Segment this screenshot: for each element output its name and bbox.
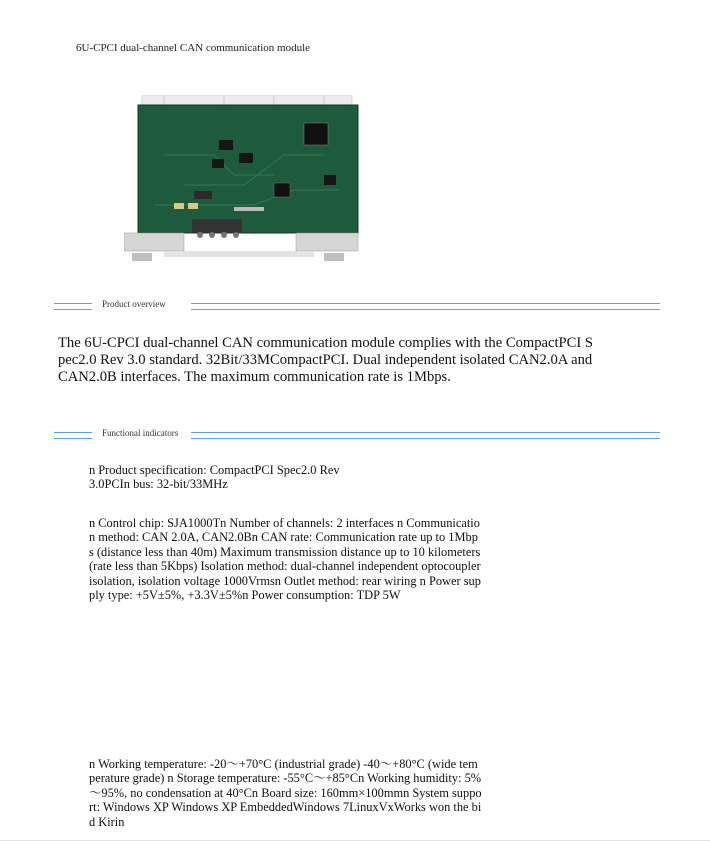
indicators-section-header [54,427,660,443]
spec-line: n method: CAN 2.0A, CAN2.0Bn CAN rate: Communication rate up to 1Mbp [89,530,478,545]
spec-line: perature grade) n Storage temperature: -55°C～+85°Cn Working humidity: 5% [89,771,482,786]
spec-line: ～95%, no condensation at 40°Cn Board size: 160mm×100mmn System suppo [89,785,482,800]
spec-line: n Working temperature: -20～+70°C (industrial grade) -40～+80°C (wide tem [89,757,478,771]
header-rule-left [54,303,92,310]
spec-line: d Kirin [89,814,125,829]
spec-line: s (distance less than 40m) Maximum transmission distance up to 10 kilometers [89,544,481,559]
overview-heading: Product overview [102,299,166,309]
spec-line: n Control chip: SJA1000Tn Number of channels: 2 interfaces n Communicatio [89,516,480,530]
overview-paragraph [58,335,648,386]
page-bottom-divider [0,840,710,841]
spec-line: isolation, isolation voltage 1000Vrmsn Outlet method: rear wiring n Power sup [89,573,481,588]
product-photo [124,95,364,265]
indicators-heading: Functional indicators [102,428,179,438]
header-rule-right [191,303,660,310]
overview-line: CAN2.0B interfaces. The maximum communication rate is 1Mbps. [58,369,451,385]
spec-line: (rate less than 5Kbps) Isolation method: dual-channel independent optocoupler [89,559,481,574]
overview-line: pec2.0 Rev 3.0 standard. 32Bit/33MCompactPCI. Dual independent isolated CAN2.0A and [58,352,593,368]
header-rule-right [191,432,660,439]
spec-line: 3.0PCIn bus: 32-bit/33MHz [89,477,228,492]
spec-block-3 [89,757,551,829]
page-title: 6U-CPCI dual-channel CAN communication module [76,42,311,54]
spec-line: n Product specification: CompactPCI Spec2.0 Rev [89,463,340,477]
overview-section-header [54,298,660,314]
overview-line: The 6U-CPCI dual-channel CAN communication module complies with the CompactPCI S [58,335,594,351]
header-rule-left [54,432,92,439]
spec-block-1 [89,463,551,492]
spec-block-2 [89,516,551,602]
spec-line: rt: Windows XP Windows XP EmbeddedWindows 7LinuxVxWorks won the bi [89,800,482,815]
spec-line: ply type: +5V±5%, +3.3V±5%n Power consumption: TDP 5W [89,588,401,603]
